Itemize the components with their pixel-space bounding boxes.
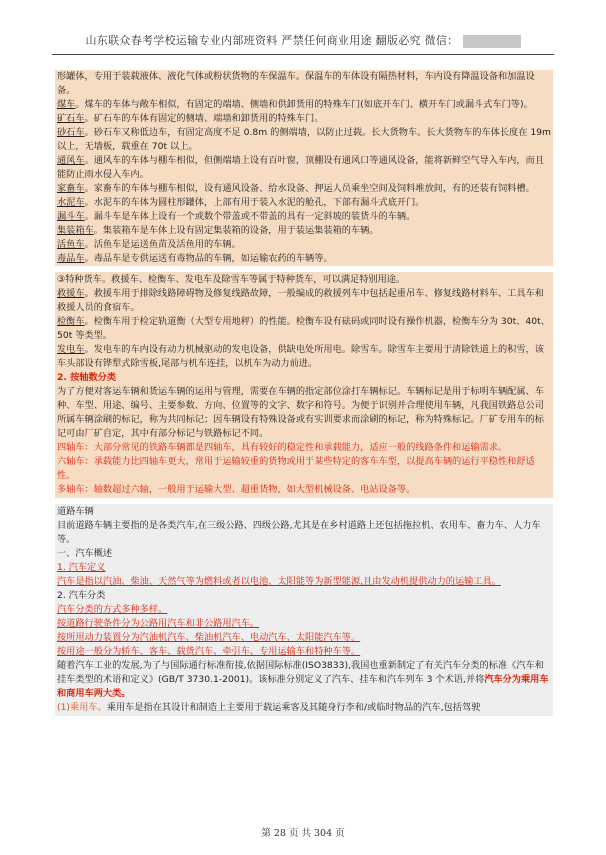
- section-heading: 2. 按轴数分类: [57, 372, 117, 383]
- list-item: 砂石车。砂石车又称低边车，有固定高度不足 0.8m 的侧端墙，以防止过载。长大货物车。长大货物车的车体长度在 19m 以上，无墙板，载重在 70t 以上。: [57, 127, 551, 152]
- page-footer: [0, 825, 606, 839]
- list-item: 家畜车。家畜车的车体与棚车相似，设有通风设备、给水设备、押运人员乘坐空间及饲料堆放间，有的还装有饲料槽。: [57, 183, 535, 194]
- list-item: 通风车。通风车的车体与棚车相似，但侧端墙上设有百叶窗，顶棚设有通风口等通风设备，能将新鲜空气导入车内，而且能防止雨水侵入车内。: [57, 155, 544, 180]
- list-item: 发电车。发电车的车内设有动力机械驱动的发电设备，供缺电处所用电。除雪车。除雪车主要用于清除铁道上的积雪，该车头部设有铧犁式除雪板,尾部与机车连挂，以机车为动力前进。: [57, 344, 544, 369]
- list-item: 水泥车。水泥车的车体为圆柱形罐体，上部有用于装入水泥的舱孔，下部有漏斗式底开门。: [57, 197, 425, 208]
- marking-paragraph: 为了方便对客运车辆和货运车辆的运用与管理，需要在车辆的指定部位涂打车辆标记。车辆标记是用于标明车辆配属、车种、车型、用途、编号、主要参数、方向、位置等的文字、数字和符号。为便于识别并合理使用车辆，凡我国铁路总公司所属车辆涂刷的标记，称为共同标记；因车辆设有特殊设备或有实训要求而涂刷的标记，称为特殊标记。厂矿专用车的标记可由厂矿自定，其中有部分标记与铁路标记不同。: [57, 386, 544, 439]
- class-item: 按道路行驶条件分为公路用汽车和非公路用汽车。: [57, 618, 260, 629]
- block-title: 道路车辆: [57, 506, 94, 517]
- axle-item: 多轴车：轴数超过六轴，一般用于运输大型、超重货物，如大型机械设备、电站设备等。: [57, 484, 416, 495]
- freight-cars-block: [55, 70, 553, 266]
- axle-item: 六轴车：承载能力比四轴车更大，常用于运输较重的货物或用于某些特定的客车车型，以提高车辆的运行平稳性和舒适性。: [57, 456, 535, 481]
- class-item: 汽车分类的方式多种多样。: [57, 604, 168, 615]
- list-item: 救援车。救援车用于排除线路障碍物及修复线路故障，一般编成的救援列车中包括起重吊车、修复线路材料车、工具车和救援人员的食宿车。: [57, 288, 544, 313]
- page-number: 第 28 页 共 304 页: [261, 828, 345, 839]
- class-item: 按用途一般分为轿车、客车、载货汽车、牵引车、专用运输车和特种车等。: [57, 646, 361, 657]
- list-item: 漏斗车。漏斗车是车体上设有一个或数个带盖或不带盖的具有一定斜坡的装货斗的车辆。: [57, 211, 416, 222]
- special-cars-block: [55, 272, 553, 498]
- header-divider: [52, 54, 554, 55]
- special-cars-intro: ③特种货车。救援车、检衡车、发电车及除雪车等属于特种货车，可以满足特别用途。: [57, 274, 406, 285]
- page-content: [55, 70, 553, 716]
- road-vehicles-block: [55, 504, 553, 716]
- header-title: 山东联众春考学校运输专业内部班资料 严禁任何商业用途 翻版必究 微信：: [85, 34, 459, 47]
- intro-paragraph: 目前道路车辆主要指的是各类汽车,在三级公路、四级公路,尤其是在乡村道路上还包括拖拉机、农用车、畜力车、人力车等。: [57, 520, 541, 545]
- list-item: 活鱼车。活鱼车是运送鱼苗及活鱼用的车辆。: [57, 239, 241, 250]
- standard-paragraph: 随着汽车工业的发展,为了与国际通行标准衔接,依据国际标准(ISO3833),我国也重新制定了有关汽车分类的标准《汽车和挂车类型的术语和定义》(GB/T 3730.1-2001)。该标准分别定义了汽车、挂车和汽车列车 3 个术语,并将汽车分为乘用车和商用车两大类。: [57, 660, 549, 699]
- subheading: 2. 汽车分类: [57, 590, 106, 601]
- list-item: 煤车。煤车的车体与敞车相似，有固定的端墙、侧墙和供卸货用的特殊车门(如底开车门、横开车门或漏斗式车门等)。: [57, 99, 533, 110]
- list-item: 集装箱车。集装箱车是车体上设有固定集装箱的设备，用于装运集装箱的车辆。: [57, 225, 379, 236]
- subheading-definition: 1. 汽车定义: [57, 562, 106, 573]
- definition-text: 汽车是指以汽油、柴油、天然气等为燃料或者以电池、太阳能等为新型能源,且由发动机提供动力的运输工具。: [57, 576, 501, 587]
- redacted-wechat: [463, 35, 521, 48]
- passenger-paragraph: (1)乘用车。乘用车是指在其设计和制造上主要用于载运乘客及其随身行李和/或临时物品的汽车,包括驾驶: [57, 702, 481, 713]
- page-header: [52, 32, 554, 48]
- list-item: 检衡车。检衡车用于检定轨道衡（大型专用地秤）的性能。检衡车设有砝码或同时设有操作机器，检衡车分为 30t、40t、50t 等类型。: [57, 316, 550, 341]
- class-item: 按所用动力装置分为汽油机汽车、柴油机汽车、电动汽车、太阳能汽车等。: [57, 632, 361, 643]
- subheading: 一、汽车概述: [57, 548, 113, 559]
- list-item: 矿石车。矿石车的车体有固定的侧墙、端墙和卸货用的特殊车门。: [57, 113, 324, 124]
- axle-item: 四轴车：大部分常见的铁路车辆都是四轴车，具有较好的稳定性和承载能力，适应一般的线路条件和运输需求。: [57, 442, 508, 453]
- list-item: 形罐体，专用于装载液体、液化气体或粉状货物的车保温车。保温车的车体设有隔热材料，车内设有降温设备和加温设备。: [57, 71, 535, 96]
- list-item: 毒品车。毒品车是专供运送有毒物品的车辆，如运输农药的车辆等。: [57, 253, 333, 264]
